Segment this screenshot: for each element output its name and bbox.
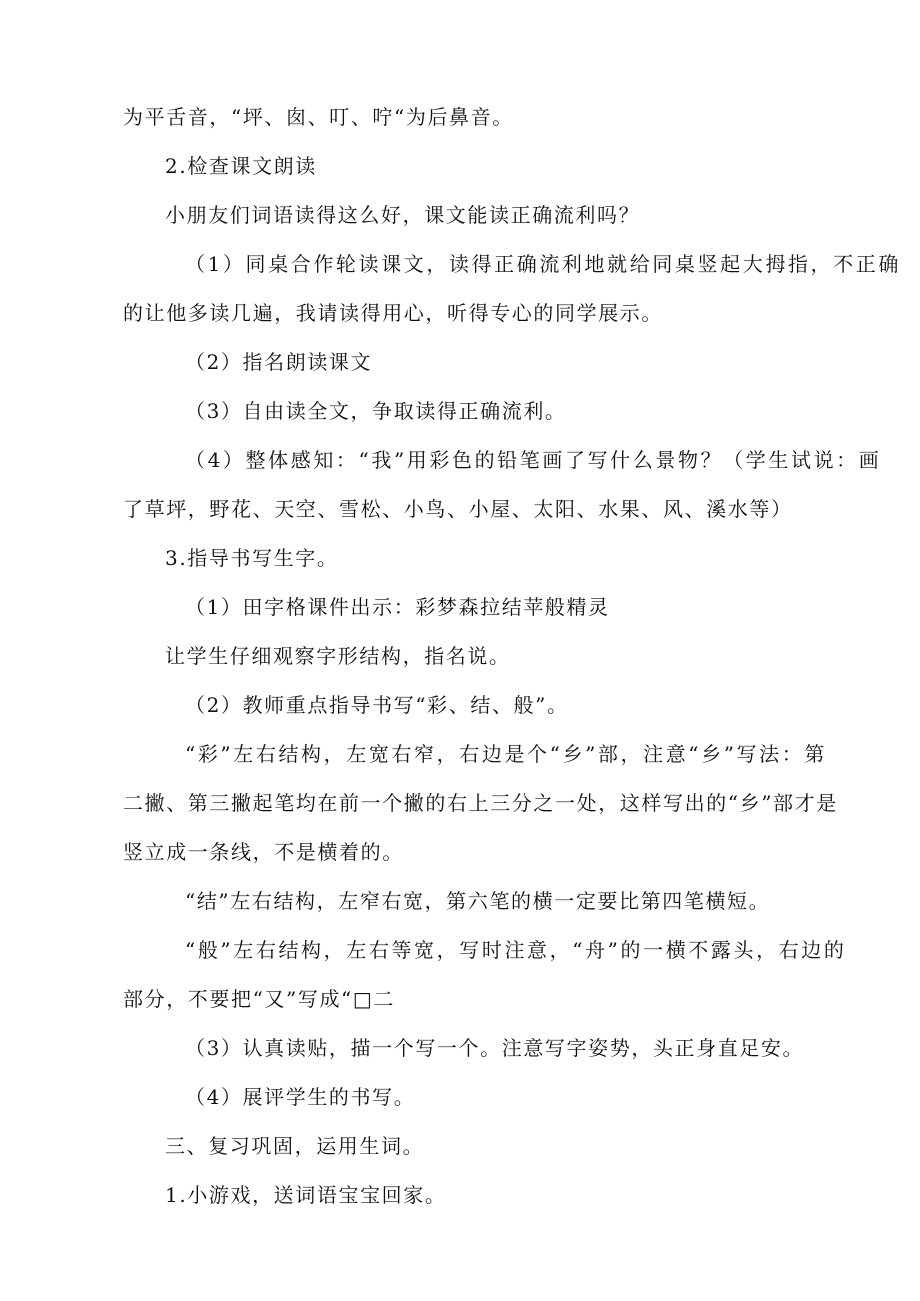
section-heading: 2.检查课文朗读 <box>165 154 317 178</box>
paragraph-line: 的让他多读几遍，我请读得用心，听得专心的同学展示。 <box>123 301 663 325</box>
paragraph-line: 了草坪，野花、天空、雪松、小鸟、小屋、太阳、水果、风、溪水等） <box>123 497 793 521</box>
paragraph-line: （1）同桌合作轮读课文，读得正确流利地就给同桌竖起大拇指，不正确 <box>185 252 901 276</box>
paragraph-line: （2）指名朗读课文 <box>185 350 373 374</box>
paragraph-line: 让学生仔细观察字形结构，指名说。 <box>165 644 511 668</box>
paragraph-line: （4）整体感知：“我”用彩色的铅笔画了写什么景物？（学生试说：画 <box>185 448 882 472</box>
paragraph-line: （4）展评学生的书写。 <box>185 1085 416 1109</box>
paragraph-line: “彩”左右结构，左宽右窄，右边是个“乡”部，注意“乡”写法：第 <box>185 742 827 766</box>
section-heading: 三、复习巩固，运用生词。 <box>165 1134 425 1158</box>
paragraph-line: （1）田字格课件出示：彩梦森拉结苹般精灵 <box>185 595 610 619</box>
paragraph-line: “般”左右结构，左右等宽，写时注意，“舟”的一横不露头，右边的 <box>185 938 847 962</box>
paragraph-line: 小朋友们词语读得这么好，课文能读正确流利吗？ <box>165 203 641 227</box>
paragraph-line: 部分，不要把“又”写成“□二 <box>123 987 395 1011</box>
section-heading: 1.小游戏，送词语宝宝回家。 <box>165 1183 447 1207</box>
paragraph-line: “结”左右结构，左窄右宽，第六笔的横一定要比第四笔横短。 <box>185 889 771 913</box>
section-heading: 3.指导书写生字。 <box>165 546 339 570</box>
paragraph-line: （3）自由读全文，争取读得正确流利。 <box>185 399 567 423</box>
paragraph-line: （3）认真读贴，描一个写一个。注意写字姿势，头正身直足安。 <box>185 1036 805 1060</box>
paragraph-line: 二撇、第三撇起笔均在前一个撇的右上三分之一处，这样写出的“乡”部才是 <box>123 791 838 815</box>
paragraph-line: （2）教师重点指导书写“彩、结、般”。 <box>185 693 569 717</box>
paragraph-line: 竖立成一条线，不是横着的。 <box>123 840 404 864</box>
paragraph-line: 为平舌音，“坪、囱、叮、咛“为后鼻音。 <box>123 105 514 129</box>
